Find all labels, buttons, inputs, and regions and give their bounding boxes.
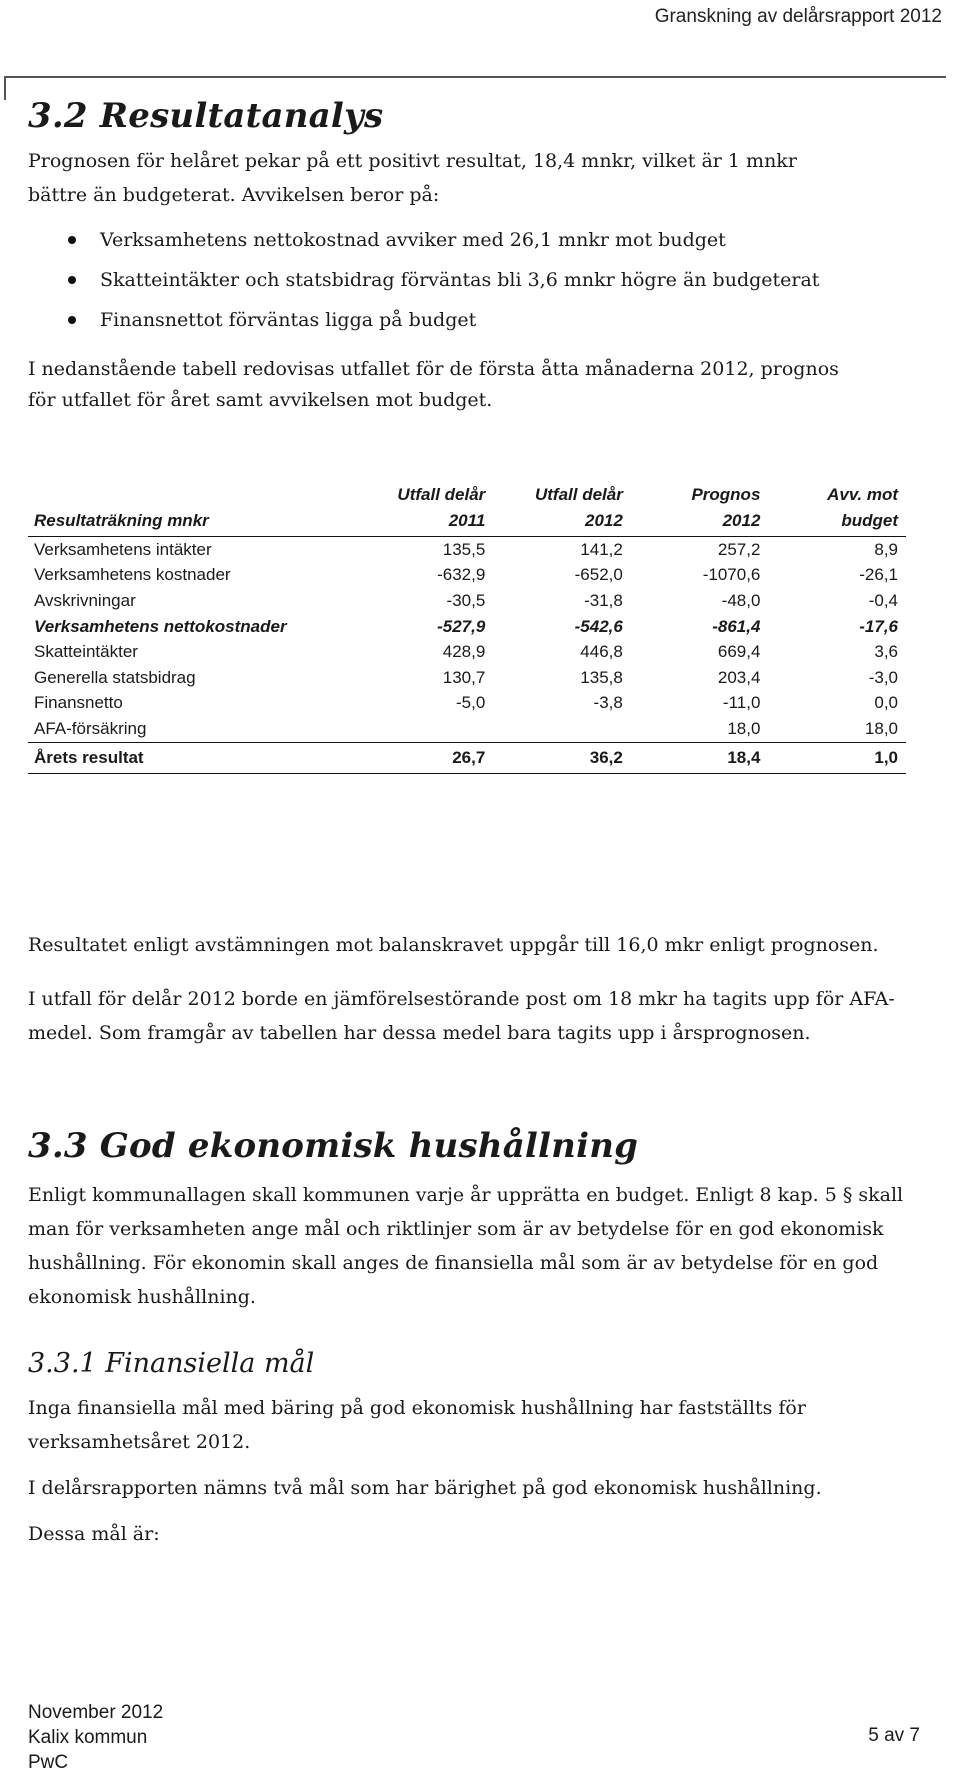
footer-firm: PwC	[28, 1752, 69, 1773]
page-number: 5 av 7	[868, 1725, 920, 1746]
bullet-icon	[68, 316, 76, 324]
table-row-total: Årets resultat 26,7 36,2 18,4 1,0	[28, 742, 906, 773]
table-row: Verksamhetens kostnader -632,9 -652,0 -1070,6 -26,1	[34, 565, 898, 585]
table-header-col3: Prognos 2012	[631, 482, 769, 537]
table-row: AFA-försäkring 18,0 18,0	[34, 718, 898, 738]
table-header-col4: Avv. mot budget	[768, 482, 906, 537]
footer-org: Kalix kommun	[28, 1727, 148, 1748]
afa-paragraph: I utfall för delår 2012 borde en jämförelsestörande post om 18 mkr ha tagits upp för AFA-medel. Som framgår av tabellen har dessa medel bara tagits upp i årsprognosen.	[28, 988, 895, 1044]
table-row: Finansnetto -5,0 -3,8 -11,0 0,0	[34, 693, 898, 713]
table-row-subtotal: Verksamhetens nettokostnader -527,9 -542,6 -861,4 -17,6	[34, 616, 898, 636]
document-body	[28, 96, 928, 416]
page-header-title: Granskning av delårsrapport 2012	[654, 6, 942, 27]
table-row: Skatteintäkter 428,9 446,8 669,4 3,6	[34, 642, 898, 662]
footer-date: November 2012	[28, 1702, 164, 1723]
deviation-bullet-list	[28, 220, 928, 340]
list-item: Skatteintäkter och statsbidrag förväntas bli 3,6 mnkr högre än budgeterat	[28, 260, 928, 300]
section-heading-3-2: 3.2 Resultatanalys	[28, 96, 384, 136]
table-row: Verksamhetens intäkter 135,5 141,2 257,2 8,9	[34, 539, 898, 559]
table-intro-paragraph: I nedanstående tabell redovisas utfallet för de första åtta månaderna 2012, prognos för utfallet för året samt avvikelsen mot budget.	[28, 358, 839, 411]
balance-paragraph: Resultatet enligt avstämningen mot balanskravet uppgår till 16,0 mkr enligt prognosen.	[28, 934, 879, 956]
section-3-2-intro: Prognosen för helåret pekar på ett positivt resultat, 18,4 mnkr, vilket är 1 mnkr bättre än budgeterat. Avvikelsen beror på:	[28, 150, 797, 206]
bullet-icon	[68, 236, 76, 244]
result-table	[28, 482, 906, 774]
list-item: Finansnettot förväntas ligga på budget	[28, 300, 928, 340]
bullet-icon	[68, 276, 76, 284]
table-row: Generella statsbidrag 130,7 135,8 203,4 -3,0	[34, 667, 898, 687]
table-header-label: Resultaträkning mnkr	[28, 482, 356, 537]
section-3-3-1-paragraph-1: Inga finansiella mål med bäring på god ekonomisk hushållning har fastställts för verksamhetsåret 2012.	[28, 1397, 806, 1453]
table-header-col2: Utfall delår 2012	[493, 482, 631, 537]
section-3-3-1-paragraph-2: I delårsrapporten nämns två mål som har bärighet på god ekonomisk hushållning.	[28, 1477, 822, 1499]
table-row: Avskrivningar -30,5 -31,8 -48,0 -0,4	[34, 590, 898, 610]
section-3-3-paragraph: Enligt kommunallagen skall kommunen varje år upprätta en budget. Enligt 8 kap. 5 § skall man för verksamheten ange mål och riktlinjer som är av betydelse för en god ekonomisk hushållning. För ekonomin skall anges de finansiella mål som är av betydelse för en god ekonomisk hushållning.	[28, 1184, 904, 1308]
document-body-lower	[28, 928, 928, 1551]
list-item: Verksamhetens nettokostnad avviker med 26,1 mnkr mot budget	[28, 220, 928, 260]
page-footer	[28, 1700, 163, 1775]
table-header-row	[28, 482, 906, 537]
section-3-3-1-paragraph-3: Dessa mål är:	[28, 1523, 160, 1545]
section-heading-3-3: 3.3 God ekonomisk hushållning	[28, 1126, 639, 1166]
section-heading-3-3-1: 3.3.1 Finansiella mål	[28, 1348, 315, 1379]
table-header-col1: Utfall delår 2011	[356, 482, 494, 537]
